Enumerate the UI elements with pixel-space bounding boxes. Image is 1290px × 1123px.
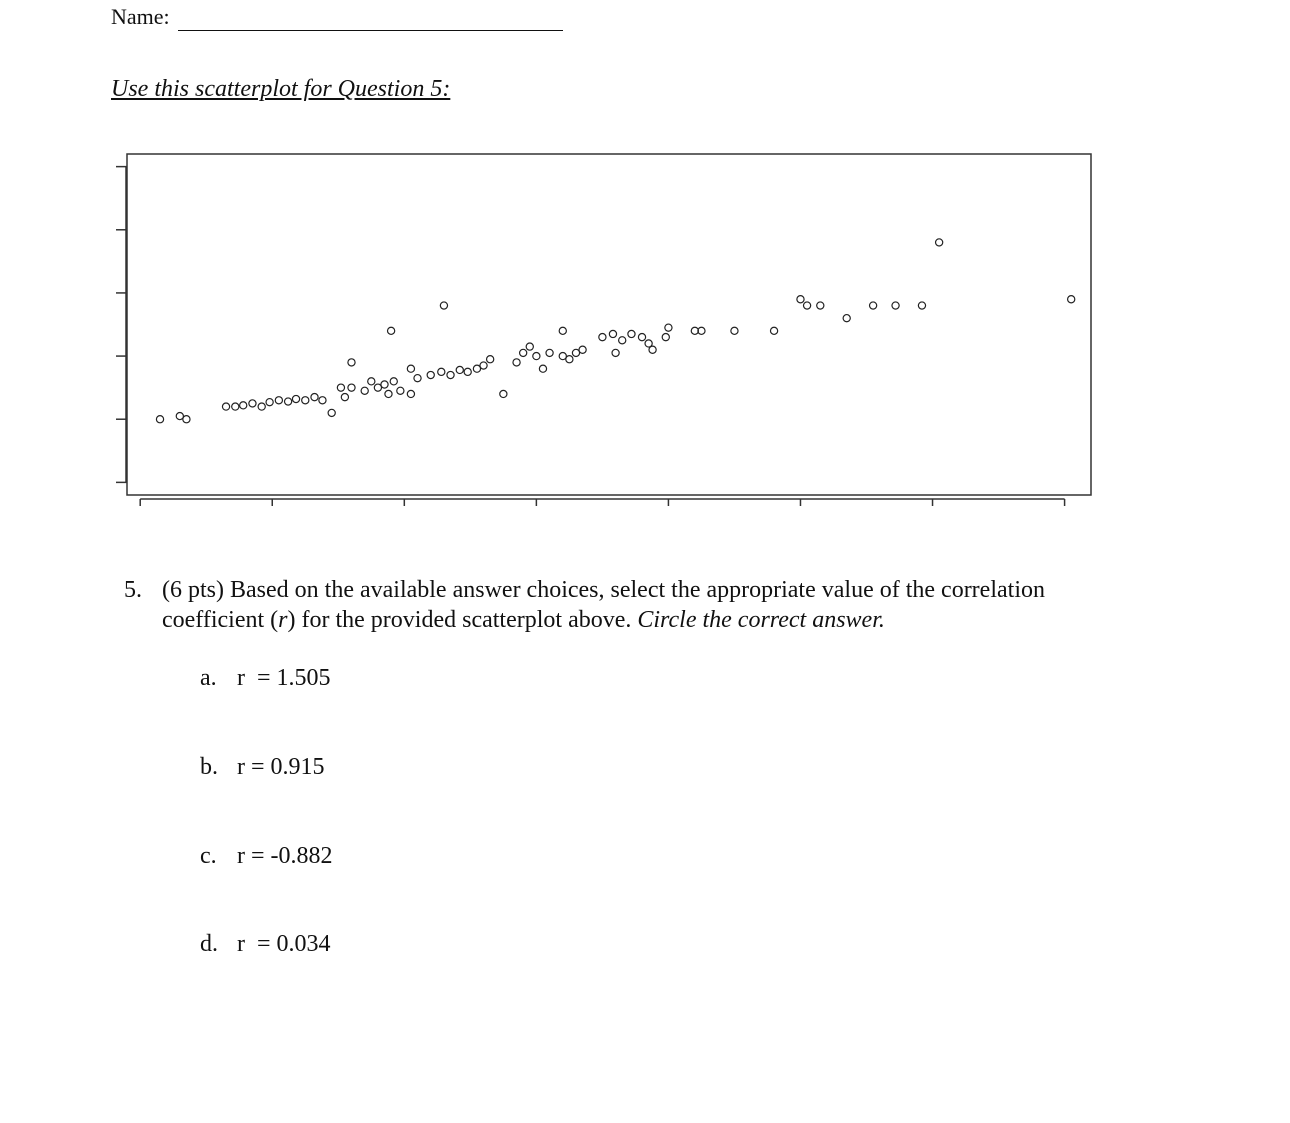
scatter-point (599, 334, 606, 341)
scatter-point (337, 384, 344, 391)
scatter-point (183, 416, 190, 423)
scatter-point (533, 352, 540, 359)
scatter-point (797, 296, 804, 303)
question-points: (6 pts) (162, 577, 224, 603)
scatter-point (770, 327, 777, 334)
scatter-point (619, 337, 626, 344)
scatter-point (612, 349, 619, 356)
scatter-point (249, 400, 256, 407)
scatter-point (397, 387, 404, 394)
scatter-point (918, 302, 925, 309)
choice-letter: c. (200, 843, 217, 869)
question-instruction: Circle the correct answer. (637, 607, 885, 633)
plot-axes (116, 154, 1091, 506)
scatter-point (526, 343, 533, 350)
scatter-point (407, 365, 414, 372)
scatter-point (487, 356, 494, 363)
scatter-point (500, 390, 507, 397)
scatter-point (638, 334, 645, 341)
scatter-point (464, 368, 471, 375)
scatter-point (292, 395, 299, 402)
scatter-point (348, 384, 355, 391)
scatter-point (440, 302, 447, 309)
question-variable: r (278, 607, 288, 633)
choice-value: r = -0.882 (237, 843, 333, 869)
scatter-point (892, 302, 899, 309)
scatter-point (649, 346, 656, 353)
scatter-point (381, 381, 388, 388)
scatter-point (285, 398, 292, 405)
scatter-point (628, 330, 635, 337)
scatter-points (156, 239, 1074, 423)
scatterplot-instruction: Use this scatterplot for Question 5: (111, 76, 451, 102)
scatter-point (407, 390, 414, 397)
choice-letter: b. (200, 754, 218, 780)
scatter-point (456, 366, 463, 373)
scatter-point (546, 349, 553, 356)
scatter-point (232, 403, 239, 410)
scatter-point (368, 378, 375, 385)
question-prompt-end: ) for the provided scatterplot above. (287, 607, 638, 633)
scatter-point (385, 390, 392, 397)
scatter-point (266, 399, 273, 406)
question-prompt: Based on the available answer choices, select the appropriate value of the correlation coefficient ( (162, 577, 1045, 633)
scatter-point (156, 416, 163, 423)
choice-b[interactable] (200, 754, 325, 781)
choice-d[interactable] (200, 931, 331, 958)
choice-a[interactable] (200, 665, 331, 692)
scatter-point (480, 362, 487, 369)
scatter-point (222, 403, 229, 410)
scatter-point (258, 403, 265, 410)
scatter-point (870, 302, 877, 309)
scatter-point (609, 330, 616, 337)
scatter-point (427, 371, 434, 378)
choice-c[interactable] (200, 843, 333, 870)
scatter-point (447, 371, 454, 378)
scatter-point (803, 302, 810, 309)
scatter-point (817, 302, 824, 309)
scatter-point (341, 394, 348, 401)
scatter-point (388, 327, 395, 334)
scatter-point (328, 409, 335, 416)
scatter-point (311, 394, 318, 401)
scatter-point (319, 397, 326, 404)
scatter-point (361, 387, 368, 394)
scatter-point (302, 397, 309, 404)
scatter-point (665, 324, 672, 331)
scatter-point (662, 334, 669, 341)
scatter-point (240, 402, 247, 409)
choice-letter: a. (200, 665, 217, 691)
scatterplot (0, 0, 1290, 560)
scatter-point (559, 327, 566, 334)
scatter-point (390, 378, 397, 385)
scatter-point (414, 375, 421, 382)
choice-value: r = 0.915 (237, 754, 325, 780)
question-number: 5. (124, 577, 142, 603)
scatter-point (438, 368, 445, 375)
scatter-point (275, 397, 282, 404)
scatter-point (731, 327, 738, 334)
scatter-point (513, 359, 520, 366)
scatter-point (348, 359, 355, 366)
scatter-point (936, 239, 943, 246)
scatter-point (520, 349, 527, 356)
scatter-point (579, 346, 586, 353)
question-text (162, 575, 1122, 635)
scatter-point (1068, 296, 1075, 303)
scatter-point (843, 315, 850, 322)
scatter-point (539, 365, 546, 372)
choice-value: r = 0.034 (237, 931, 331, 957)
plot-frame (127, 154, 1091, 495)
name-label: Name: (111, 4, 170, 29)
scatter-point (566, 356, 573, 363)
choice-letter: d. (200, 931, 218, 957)
choice-value: r = 1.505 (237, 665, 331, 691)
